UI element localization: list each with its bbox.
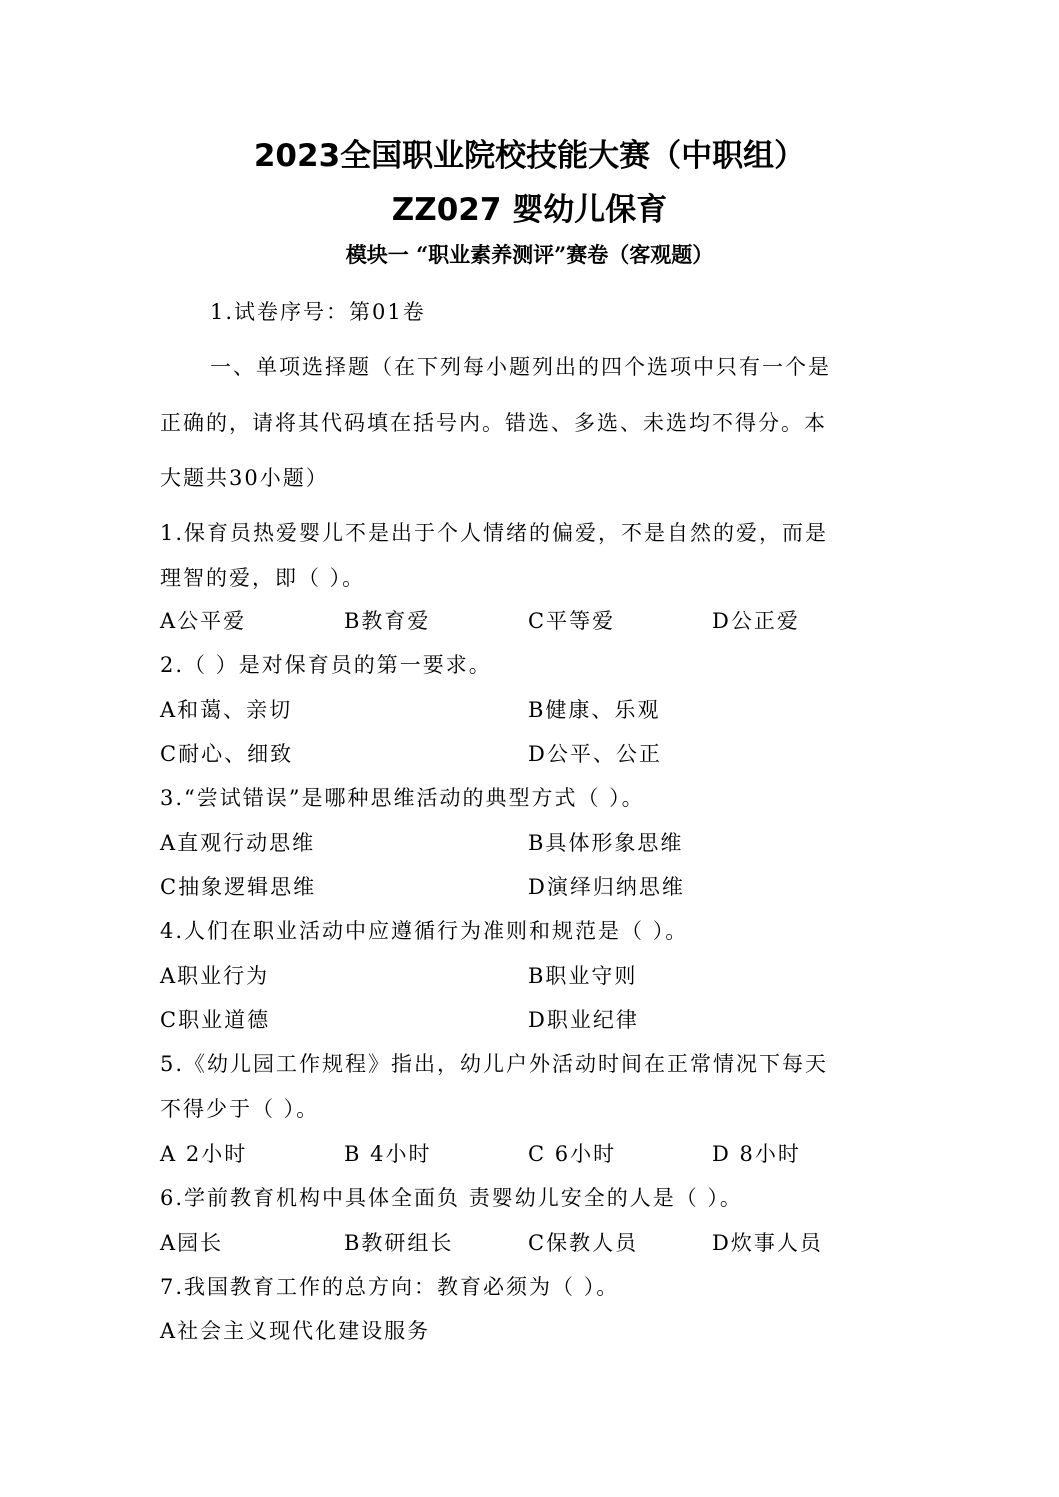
question-2-option-a: A和蔼、亲切 xyxy=(160,698,293,722)
question-4-option-d: D职业纪律 xyxy=(528,1008,639,1032)
question-3-stem: 3.“尝试错误”是哪种思维活动的典型方式（ ）。 xyxy=(160,786,645,810)
question-1-option-c: C平等爱 xyxy=(528,609,616,633)
exam-subject: ZZ027 婴幼儿保育 xyxy=(391,192,668,228)
question-4-option-b: B职业守则 xyxy=(528,964,638,988)
section-instructions-line3: 大题共30小题） xyxy=(160,466,329,490)
question-1-stem: 1.保育员热爱婴儿不是出于个人情绪的偏爱，不是自然的爱，而是 xyxy=(160,521,829,545)
module-title: 模块一 “职业素养测评”赛卷（客观题） xyxy=(345,242,714,267)
section-instructions-line2: 正确的，请将其代码填在括号内。错选、多选、未选均不得分。本 xyxy=(160,411,827,435)
question-6-option-a: A园长 xyxy=(160,1231,224,1255)
question-5-option-a: A 2小时 xyxy=(160,1142,248,1166)
question-2-option-d: D公平、公正 xyxy=(528,742,662,766)
paper-number: 1.试卷序号：第01卷 xyxy=(210,300,426,324)
question-7-option-a: A社会主义现代化建设服务 xyxy=(160,1319,431,1343)
question-5-stem-cont: 不得少于（ ）。 xyxy=(160,1097,320,1121)
question-2-option-b: B健康、乐观 xyxy=(528,698,661,722)
question-4-stem: 4.人们在职业活动中应遵循行为准则和规范是（ ）。 xyxy=(160,919,689,943)
question-2-stem: 2.（ ）是对保育员的第一要求。 xyxy=(160,653,492,677)
question-2-option-c: C耐心、细致 xyxy=(160,742,294,766)
question-5-option-b: B 4小时 xyxy=(344,1142,432,1166)
question-3-option-a: A直观行动思维 xyxy=(160,831,316,855)
question-5-stem: 5.《幼儿园工作规程》指出，幼儿户外活动时间在正常情况下每天 xyxy=(160,1052,829,1076)
question-3-option-d: D演绎归纳思维 xyxy=(528,875,685,899)
question-4-option-c: C职业道德 xyxy=(160,1008,271,1032)
question-5-option-d: D 8小时 xyxy=(712,1142,801,1166)
question-3-option-c: C抽象逻辑思维 xyxy=(160,875,317,899)
question-6-option-d: D炊事人员 xyxy=(712,1231,823,1255)
question-1-option-b: B教育爱 xyxy=(344,609,431,633)
question-6-option-c: C保教人员 xyxy=(528,1231,639,1255)
exam-title: 2023全国职业院校技能大赛（中职组） xyxy=(253,138,806,174)
question-1-option-a: A公平爱 xyxy=(160,609,247,633)
question-5-option-c: C 6小时 xyxy=(528,1142,617,1166)
question-1-option-d: D公正爱 xyxy=(712,609,800,633)
question-1-stem-cont: 理智的爱，即（ ）。 xyxy=(160,566,366,590)
question-6-option-b: B教研组长 xyxy=(344,1231,454,1255)
section-instructions-line1: 一、单项选择题（在下列每小题列出的四个选项中只有一个是 xyxy=(210,355,831,379)
question-4-option-a: A职业行为 xyxy=(160,964,270,988)
question-7-stem: 7.我国教育工作的总方向：教育必须为（ ）。 xyxy=(160,1275,620,1299)
question-3-option-b: B具体形象思维 xyxy=(528,831,684,855)
question-6-stem: 6.学前教育机构中具体全面负 责婴幼儿安全的人是（ ）。 xyxy=(160,1186,743,1210)
